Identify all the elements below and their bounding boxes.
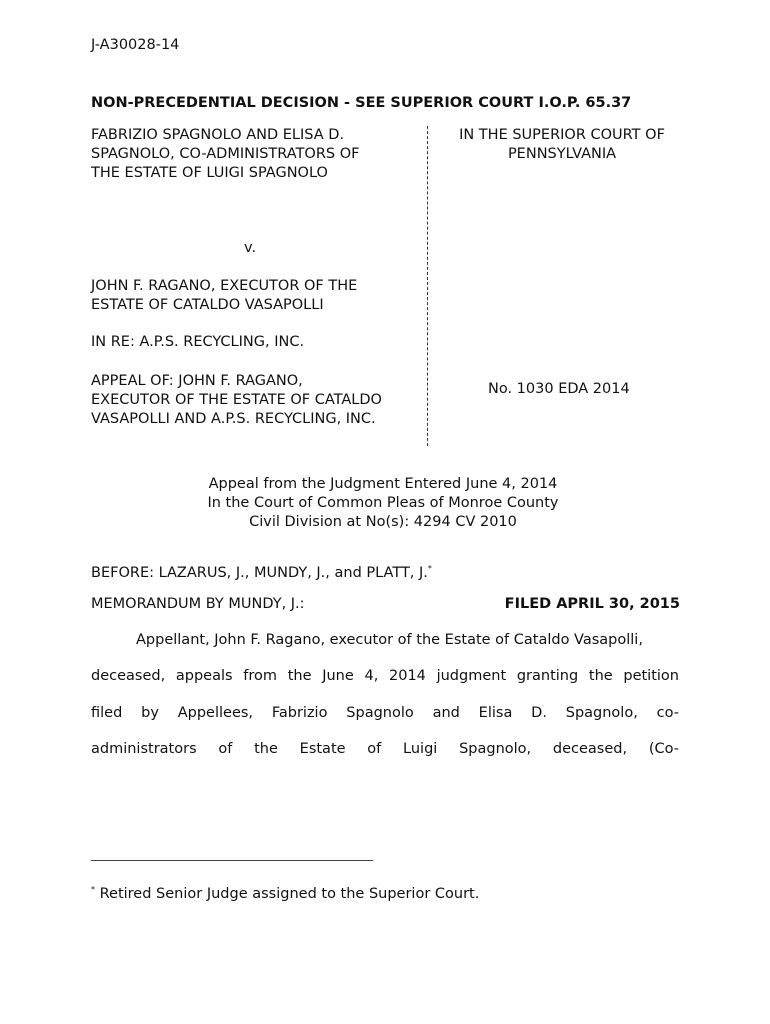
caption-line: JOHN F. RAGANO, EXECUTOR OF THE <box>91 278 358 294</box>
body-line-4: administrators of the Estate of Luigi Spagnolo, deceased, (Co- <box>91 741 679 757</box>
caption-line: THE ESTATE OF LUIGI SPAGNOLO <box>91 165 328 181</box>
body-line-1: Appellant, John F. Ragano, executor of the Estate of Cataldo Vasapolli, <box>136 632 643 648</box>
appeal-info-line: In the Court of Common Pleas of Monroe County <box>207 495 559 511</box>
footnote <box>91 885 479 902</box>
docket-number: No. 1030 EDA 2014 <box>488 381 630 397</box>
panel-judges: BEFORE: LAZARUS, J., MUNDY, J., and PLATT, J. <box>91 564 428 581</box>
defendant-caption <box>91 277 357 315</box>
appeal-of-caption <box>91 372 382 429</box>
appeal-info-line: Appeal from the Judgment Entered June 4, 2014 <box>208 476 558 492</box>
footnote-text: Retired Senior Judge assigned to the Superior Court. <box>95 885 480 902</box>
appeal-info-line: Civil Division at No(s): 4294 CV 2010 <box>249 514 517 530</box>
document-id: J-A30028-14 <box>91 37 180 53</box>
filed-date: FILED APRIL 30, 2015 <box>504 596 680 612</box>
caption-line: ESTATE OF CATALDO VASAPOLLI <box>91 297 324 313</box>
caption-line: FABRIZIO SPAGNOLO AND ELISA D. <box>91 127 345 143</box>
versus-label: v. <box>244 240 257 256</box>
body-line-2: deceased, appeals from the June 4, 2014 judgment granting the petition <box>91 668 679 684</box>
court-line: PENNSYLVANIA <box>507 146 617 162</box>
memorandum-author: MEMORANDUM BY MUNDY, J.: <box>91 596 305 612</box>
plaintiffs-caption <box>91 126 359 183</box>
body-line-3: filed by Appellees, Fabrizio Spagnolo and Elisa D. Spagnolo, co- <box>91 705 679 721</box>
in-re-line: IN RE: A.P.S. RECYCLING, INC. <box>91 334 305 350</box>
footnote-marker: * <box>91 885 95 894</box>
court-name <box>440 126 684 164</box>
panel-line <box>91 564 432 581</box>
caption-line: APPEAL OF: JOHN F. RAGANO, <box>91 373 303 389</box>
caption-line: SPAGNOLO, CO-ADMINISTRATORS OF <box>91 146 360 162</box>
footnote-marker: * <box>427 564 432 573</box>
caption-line: EXECUTOR OF THE ESTATE OF CATALDO <box>91 392 382 408</box>
footnote-rule <box>91 860 373 861</box>
caption-divider <box>427 126 428 446</box>
court-line: IN THE SUPERIOR COURT OF <box>459 127 665 143</box>
caption-line: VASAPOLLI AND A.P.S. RECYCLING, INC. <box>91 411 376 427</box>
appeal-info <box>91 475 675 532</box>
decision-heading: NON-PRECEDENTIAL DECISION - SEE SUPERIOR COURT I.O.P. 65.37 <box>91 95 632 111</box>
